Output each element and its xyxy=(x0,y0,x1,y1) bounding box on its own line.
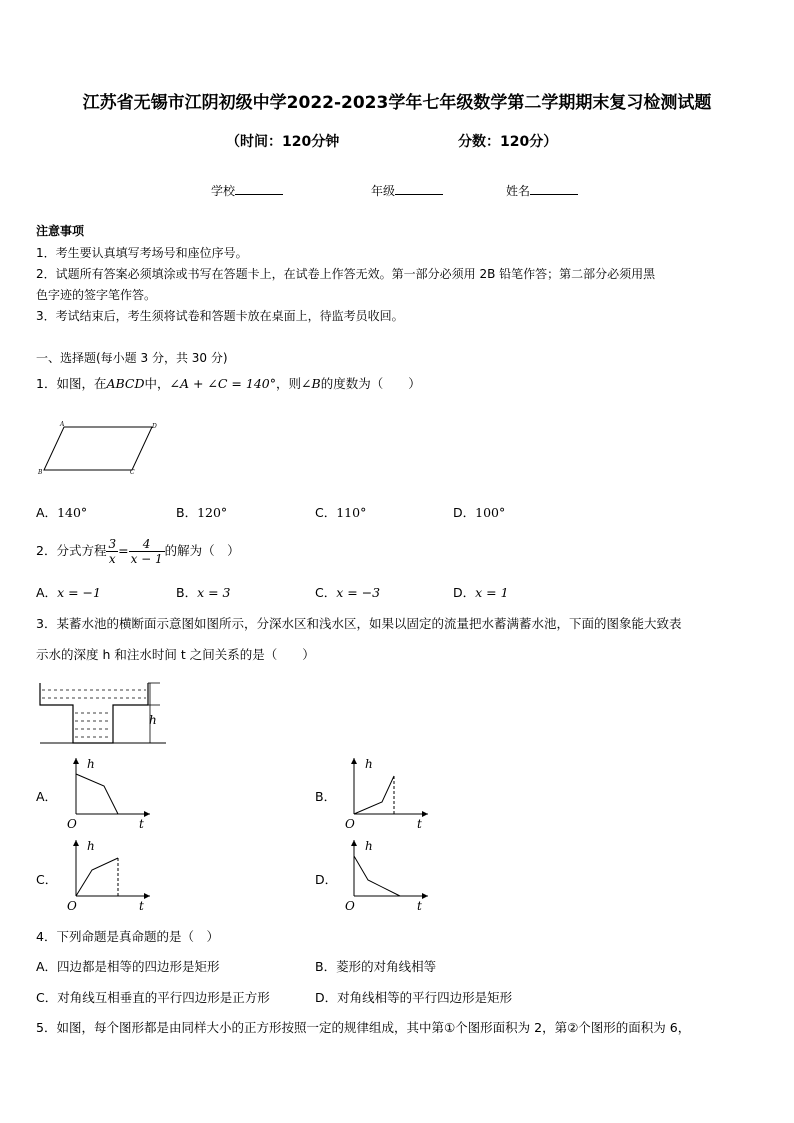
grade-blank xyxy=(395,182,443,195)
svg-text:h: h xyxy=(365,839,373,853)
q2-lhs-fraction: $\frac{3}{x}$ xyxy=(108,537,117,566)
question-2-stem xyxy=(36,537,240,566)
note-line-2: 2．试题所有答案必须填涂或书写在答题卡上，在试卷上作答无效。第一部分必须用 2B 铅笔作答；第二部分必须用黑 xyxy=(36,267,656,281)
q1-angle: ∠B xyxy=(301,376,321,391)
name-field xyxy=(506,182,578,199)
q2-option-d[interactable]: D．x = 1 xyxy=(453,585,509,600)
q1-mid: 中， xyxy=(144,376,170,391)
grade-field xyxy=(371,182,443,199)
q4-option-d[interactable]: D．对角线相等的平行四边形是矩形 xyxy=(315,990,513,1005)
school-label: 学校 xyxy=(211,184,236,198)
notes-heading: 注意事项 xyxy=(36,224,85,238)
q2-option-b[interactable]: B．x = 3 xyxy=(176,585,231,600)
grade-label: 年级 xyxy=(371,184,396,198)
q2-option-c[interactable]: C．x = −3 xyxy=(315,585,381,600)
note-line-1: 1．考生要认真填写考场号和座位序号。 xyxy=(36,246,248,260)
vertex-d-label: D xyxy=(152,423,157,430)
q2-prefix: 2．分式方程 xyxy=(36,543,107,558)
q1-option-b[interactable]: B．120° xyxy=(176,505,228,520)
q3-graph-b[interactable] xyxy=(338,752,434,832)
svg-text:t: t xyxy=(139,899,144,913)
q1-option-a[interactable]: A．140° xyxy=(36,505,88,520)
svg-text:t: t xyxy=(417,817,422,831)
q4-option-c[interactable]: C．对角线互相垂直的平行四边形是正方形 xyxy=(36,990,270,1005)
q4-option-b[interactable]: B．菱形的对角线相等 xyxy=(315,959,437,974)
reservoir-cross-section xyxy=(38,680,170,748)
q3-graph-d[interactable] xyxy=(338,834,434,914)
note-line-3: 色字迹的签字笔作答。 xyxy=(36,288,157,302)
svg-text:O: O xyxy=(67,817,77,831)
svg-text:O: O xyxy=(345,899,355,913)
q1-after: ，则 xyxy=(276,376,302,391)
q3-option-b-letter[interactable]: B． xyxy=(315,789,337,804)
svg-text:h: h xyxy=(365,757,373,771)
q2-equals: = xyxy=(118,543,129,558)
q3-graph-a[interactable] xyxy=(60,752,156,832)
q2-end: 的解为（ ） xyxy=(164,543,240,558)
q4-option-a[interactable]: A．四边都是相等的四边形是矩形 xyxy=(36,959,220,974)
svg-text:O: O xyxy=(67,899,77,913)
exam-score: 分数：120分） xyxy=(458,134,558,150)
q2-rhs-fraction: $\frac{4}{x - 1}$ xyxy=(130,537,163,566)
name-blank xyxy=(530,182,578,195)
q3-option-c-letter[interactable]: C． xyxy=(36,872,58,887)
school-field xyxy=(211,182,283,199)
svg-text:h: h xyxy=(87,757,95,771)
q3-option-a-letter[interactable]: A． xyxy=(36,789,58,804)
q1-option-d[interactable]: D．100° xyxy=(453,505,506,520)
question-1-stem xyxy=(36,374,421,392)
question-4-stem: 4．下列命题是真命题的是（ ） xyxy=(36,929,219,944)
exam-title: 江苏省无锡市江阴初级中学2022-2023学年七年级数学第二学期期末复习检测试题 xyxy=(82,93,712,113)
exam-time: （时间：120分钟 xyxy=(226,134,340,150)
q3-line-1: 3．某蓄水池的横断面示意图如图所示，分深水区和浅水区，如果以固定的流量把水蓄满蓄水池，下面的图象能大致表 xyxy=(36,616,682,631)
question-5-stem: 5．如图，每个图形都是由同样大小的正方形按照一定的规律组成，其中第①个图形面积为 2，第②个图形的面积为 6， xyxy=(36,1020,691,1035)
vertex-b-label: B xyxy=(38,469,43,476)
q3-line-2: 示水的深度 h 和注水时间 t 之间关系的是（ ） xyxy=(36,647,315,662)
q3-option-d-letter[interactable]: D． xyxy=(315,872,338,887)
vertex-a-label: A xyxy=(60,421,65,428)
q1-condition: ∠A + ∠C = 140° xyxy=(169,376,276,391)
parallelogram-figure xyxy=(34,418,164,476)
q2-option-a[interactable]: A．x = −1 xyxy=(36,585,101,600)
q1-shape: ABCD xyxy=(106,376,145,391)
name-label: 姓名 xyxy=(506,184,531,198)
svg-text:t: t xyxy=(417,899,422,913)
svg-text:h: h xyxy=(87,839,95,853)
q1-end: 的度数为（ ） xyxy=(320,376,421,391)
q1-prefix: 1．如图，在 xyxy=(36,376,107,391)
school-blank xyxy=(235,182,283,195)
depth-h-label: h xyxy=(149,713,157,727)
section-heading: 一、选择题(每小题 3 分，共 30 分) xyxy=(36,351,228,365)
svg-text:O: O xyxy=(345,817,355,831)
q3-graph-c[interactable] xyxy=(60,834,156,914)
vertex-c-label: C xyxy=(130,469,135,476)
q1-option-c[interactable]: C．110° xyxy=(315,505,367,520)
svg-text:t: t xyxy=(139,817,144,831)
note-line-4: 3．考试结束后，考生须将试卷和答题卡放在桌面上，待监考员收回。 xyxy=(36,309,404,323)
